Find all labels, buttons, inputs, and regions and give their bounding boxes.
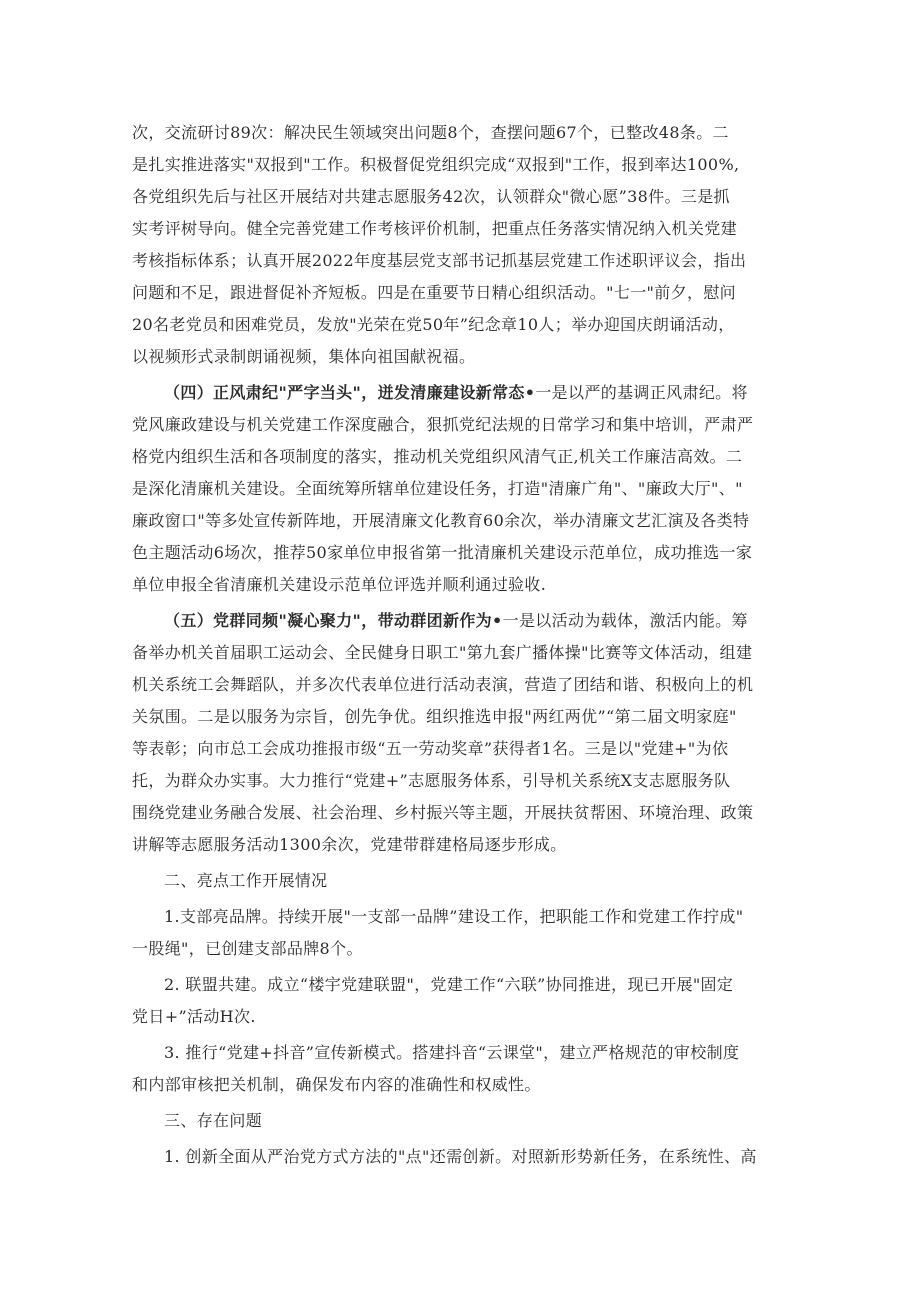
section-heading-4: （四）正风肃纪"严字当头"，迸发清廉建设新常态• [164, 383, 536, 402]
body-text-line: 是扎实推进落实"双报到"工作。积极督促党组织完成“双报到"工作，报到率达100%, [132, 155, 740, 174]
body-text-line: 格党内组织生活和各项制度的落实，推动机关党组织风清气正,机关工作廉洁高效。二 [132, 447, 743, 466]
section-heading-3: 三、存在问题 [164, 1111, 263, 1130]
section-heading-5: （五）党群同频"凝心聚力"，带动群团新作为• [164, 611, 503, 630]
body-text-line: 是深化清廉机关建设。全面统筹所辖单位建设任务，打造"清廉广角"、"廉政大厅"、" [132, 479, 743, 498]
list-item-text: 一股绳"，已创建支部品牌8个。 [132, 939, 363, 958]
body-text-line: 问题和不足，跟进督促补齐短板。四是在重要节日精心组织活动。"七一"前夕，慰问 [132, 283, 737, 302]
list-item-text: 党日+”活动H次. [132, 1007, 256, 1026]
body-text-line: 关氛围。二是以服务为宗旨，创先争优。组织推选申报"两红两优”“第二届文明家庭" [132, 707, 737, 726]
body-text-line: 以视频形式录制朗诵视频，集体向祖国献祝福。 [132, 347, 476, 366]
body-text-line: 机关系统工会舞蹈队，并多次代表单位进行活动表演，营造了团结和谐、积极向上的机 [132, 675, 754, 694]
body-text-line: 20名老党员和困难党员，发放"光荣在党50年”纪念章10人；举办迎国庆朗诵活动， [132, 315, 735, 334]
list-item-text: 1. 创新全面从严治党方式方法的"点"还需创新。对照新形势新任务，在系统性、高 [164, 1147, 757, 1166]
list-item-text: 和内部审核把关机制，确保发布内容的准确性和权威性。 [132, 1075, 541, 1094]
list-item-text: 3. 推行“党建+抖音”宣传新模式。搭建抖音“云课堂"，建立严格规范的审校制度 [164, 1043, 740, 1062]
section-heading-2: 二、亮点工作开展情况 [164, 871, 328, 890]
body-text-line: 廉政窗口"等多处宣传新阵地，开展清廉文化教育60余次，举办清廉文艺汇演及各类特 [132, 511, 750, 530]
body-text-line: 次，交流研讨89次：解决民生领域突出问题8个，查摆问题67个，已整改48条。二 [132, 123, 729, 142]
body-text-line: 单位申报全省清廉机关建设示范单位评选并顺利通过验收. [132, 575, 547, 594]
list-item-text: 1.支部亮品牌。持续开展"一支部一品牌”建设工作，把职能工作和党建工作拧成" [164, 907, 744, 926]
list-item-text: 2. 联盟共建。成立“楼宇党建联盟"，党建工作“六联”协同推进，现已开展"固定 [164, 975, 734, 994]
section-5-line [164, 611, 748, 631]
body-text-line: 备举办机关首届职工运动会、全民健身日职工"第九套广播体操"比赛等文体活动，组建 [132, 643, 753, 662]
body-text-line: 色主题活动6场次，推荐50家单位申报省第一批清廉机关建设示范单位，成功推选一家 [132, 543, 753, 562]
body-text-line: 党风廉政建设与机关党建工作深度融合，狠抓党纪法规的日常学习和集中培训，严肃严 [132, 415, 754, 434]
body-text-line: 实考评树导向。健全完善党建工作考核评价机制，把重点任务落实情况纳入机关党建 [132, 219, 737, 238]
body-text-line: 讲解等志愿服务活动1300余次，党建带群建格局逐步形成。 [132, 835, 567, 854]
body-text: 一是以严的基调正风肃纪。将 [535, 383, 748, 402]
body-text-line: 托，为群众办实事。大力推行“党建+”志愿服务体系，引导机关系统X支志愿服务队 [132, 771, 731, 790]
body-text: 一是以活动为载体，激活内能。筹 [502, 611, 748, 630]
body-text-line: 围绕党建业务融合发展、社会治理、乡村振兴等主题，开展扶贫帮困、环境治理、政策 [132, 803, 754, 822]
body-text-line: 等表彰；向市总工会成功推报市级“五一劳动奖章”获得者1名。三是以"党建+"为依 [132, 739, 729, 758]
body-text-line: 考核指标体系；认真开展2022年度基层党支部书记抓基层党建工作述职评议会，指出 [132, 251, 747, 270]
body-text-line: 各党组织先后与社区开展结对共建志愿服务42次，认领群众"微心愿”38件。三是抓 [132, 187, 730, 206]
section-4-line [164, 383, 748, 403]
